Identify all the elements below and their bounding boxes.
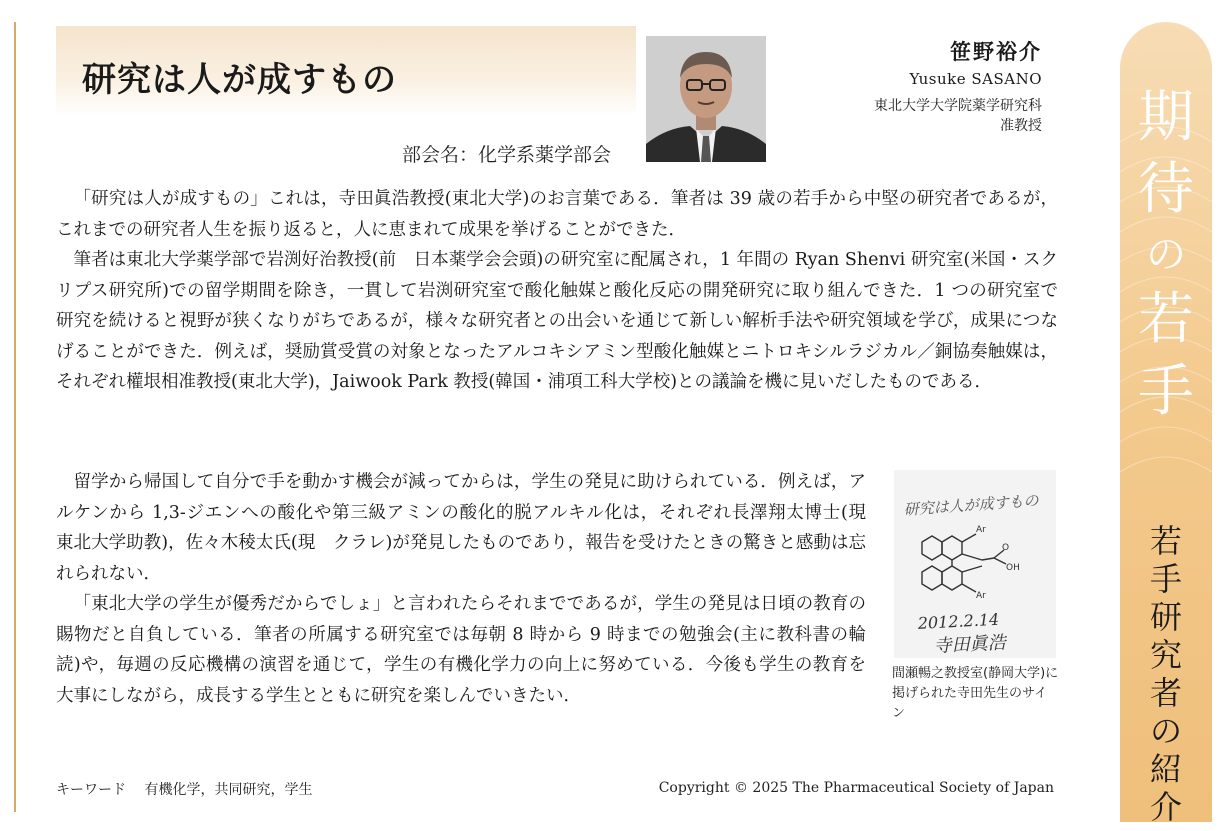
banner-subtitle-char: 介	[1149, 788, 1182, 822]
left-margin-rule	[14, 22, 16, 812]
keywords-list: 有機化学，共同研究，学生	[144, 782, 313, 798]
author-name: 笹野裕介	[950, 39, 1042, 64]
banner-subtitle-char: 者	[1149, 674, 1182, 712]
body-text-narrow	[56, 467, 884, 711]
banner-title	[1128, 82, 1204, 482]
author-affiliation: 東北大学大学院薬学研究科	[874, 98, 1042, 114]
banner-subtitle-char: 究	[1149, 636, 1182, 674]
banner-title-char: 待	[1138, 157, 1194, 222]
signature-name: 寺田眞浩	[933, 632, 1007, 658]
copyright: Copyright © 2025 The Pharmaceutical Society of Japan	[658, 780, 1054, 796]
svg-text:O: O	[1002, 543, 1010, 553]
keywords-label: キーワード	[56, 782, 126, 798]
banner-subtitle	[1134, 522, 1198, 822]
author-position: 准教授	[1000, 118, 1042, 134]
paragraph: 「研究は人が成すもの」これは，寺田眞浩教授(東北大学)のお言葉である．筆者は 39 歳の若手から中堅の研究者であるが，これまでの研究者人生を振り返ると，人に恵まれて成果を挙げることができた．	[56, 189, 1058, 240]
banner-title-char: 手	[1138, 359, 1194, 424]
banner-subtitle-char: 若	[1149, 522, 1182, 560]
paragraph: 「東北大学の学生が優秀だからでしょ」と言われたらそれまでであるが，学生の発見は日頃の教育の賜物だと自負している．筆者の所属する研究室では毎朝 8 時から 9 時までの勉強会(主に教科書の輪読)や，毎週の反応機構の演習を通じて，学生の有機化学力の向上に努めている．今後も学生の教育を大事にしながら，成長する学生とともに研究を楽しんでいきたい．	[56, 594, 866, 706]
figure-caption: 間瀬暢之教授室(静岡大学)に掲げられた寺田先生のサイン	[892, 666, 1059, 721]
banner-subtitle-char: 研	[1149, 598, 1182, 636]
svg-text:OH: OH	[1006, 563, 1020, 573]
banner-subtitle-char: 紹	[1149, 750, 1182, 788]
banner-title-char: 期	[1138, 85, 1194, 150]
section-name: 部会名：化学系薬学部会	[402, 144, 612, 166]
paragraph: 筆者は東北大学薬学部で岩渕好治教授(前 日本薬学会会頭)の研究室に配属され，1 年間の Ryan Shenvi 研究室(米国・スクリプス研究所)での留学期間を除き，一貫して岩渕研究室で酸化触媒と酸化反応の開発研究に取り組んできた．1 つの研究室で研究を続けると視野が狭くなりがちであるが，様々な研究者との出会いを通じて新しい解析手法や研究領域を学び，成果につなげることができた．例えば，奨励賞受賞の対象となったアルコキシアミン型酸化触媒とニトロキシルラジカル／銅協奏触媒は，それぞれ權垠相准教授(東北大学)，Jaiwook Park 教授(韓国・浦項工科大学校)との議論を機に見いだしたものである．	[56, 250, 1058, 392]
body-text-wide	[56, 184, 1058, 398]
svg-text:Ar: Ar	[976, 525, 986, 535]
signature-phrase: 研究は人が成すもの	[903, 491, 1040, 519]
svg-text:Ar: Ar	[976, 591, 986, 601]
author-name-roman: Yusuke SASANO	[909, 70, 1042, 88]
banner-title-char: の	[1146, 232, 1186, 278]
signature-image	[894, 470, 1056, 658]
article-title: 研究は人が成すもの	[82, 60, 397, 100]
signature-drawing	[894, 470, 1056, 658]
keywords	[56, 779, 312, 799]
paragraph: 留学から帰国して自分で手を動かす機会が減ってからは，学生の発見に助けられている．例えば，アルケンから 1,3-ジエンへの酸化や第三級アミンの酸化的脱アルキル化は，それぞれ長澤翔太博士(現 東北大学助教)，佐々木稜太氏(現 クラレ)が発見したものであり，報告を受けたときの驚きと感動は忘れられない．	[56, 472, 884, 584]
banner-title-char: 若	[1138, 287, 1194, 352]
banner-subtitle-char: の	[1149, 712, 1182, 750]
author-portrait-icon	[646, 36, 766, 162]
banner-subtitle-char: 手	[1149, 560, 1182, 598]
author-block	[874, 36, 1042, 136]
signature-date: 2012.2.14	[917, 609, 1000, 633]
author-photo	[646, 36, 766, 162]
side-banner	[1120, 22, 1212, 822]
